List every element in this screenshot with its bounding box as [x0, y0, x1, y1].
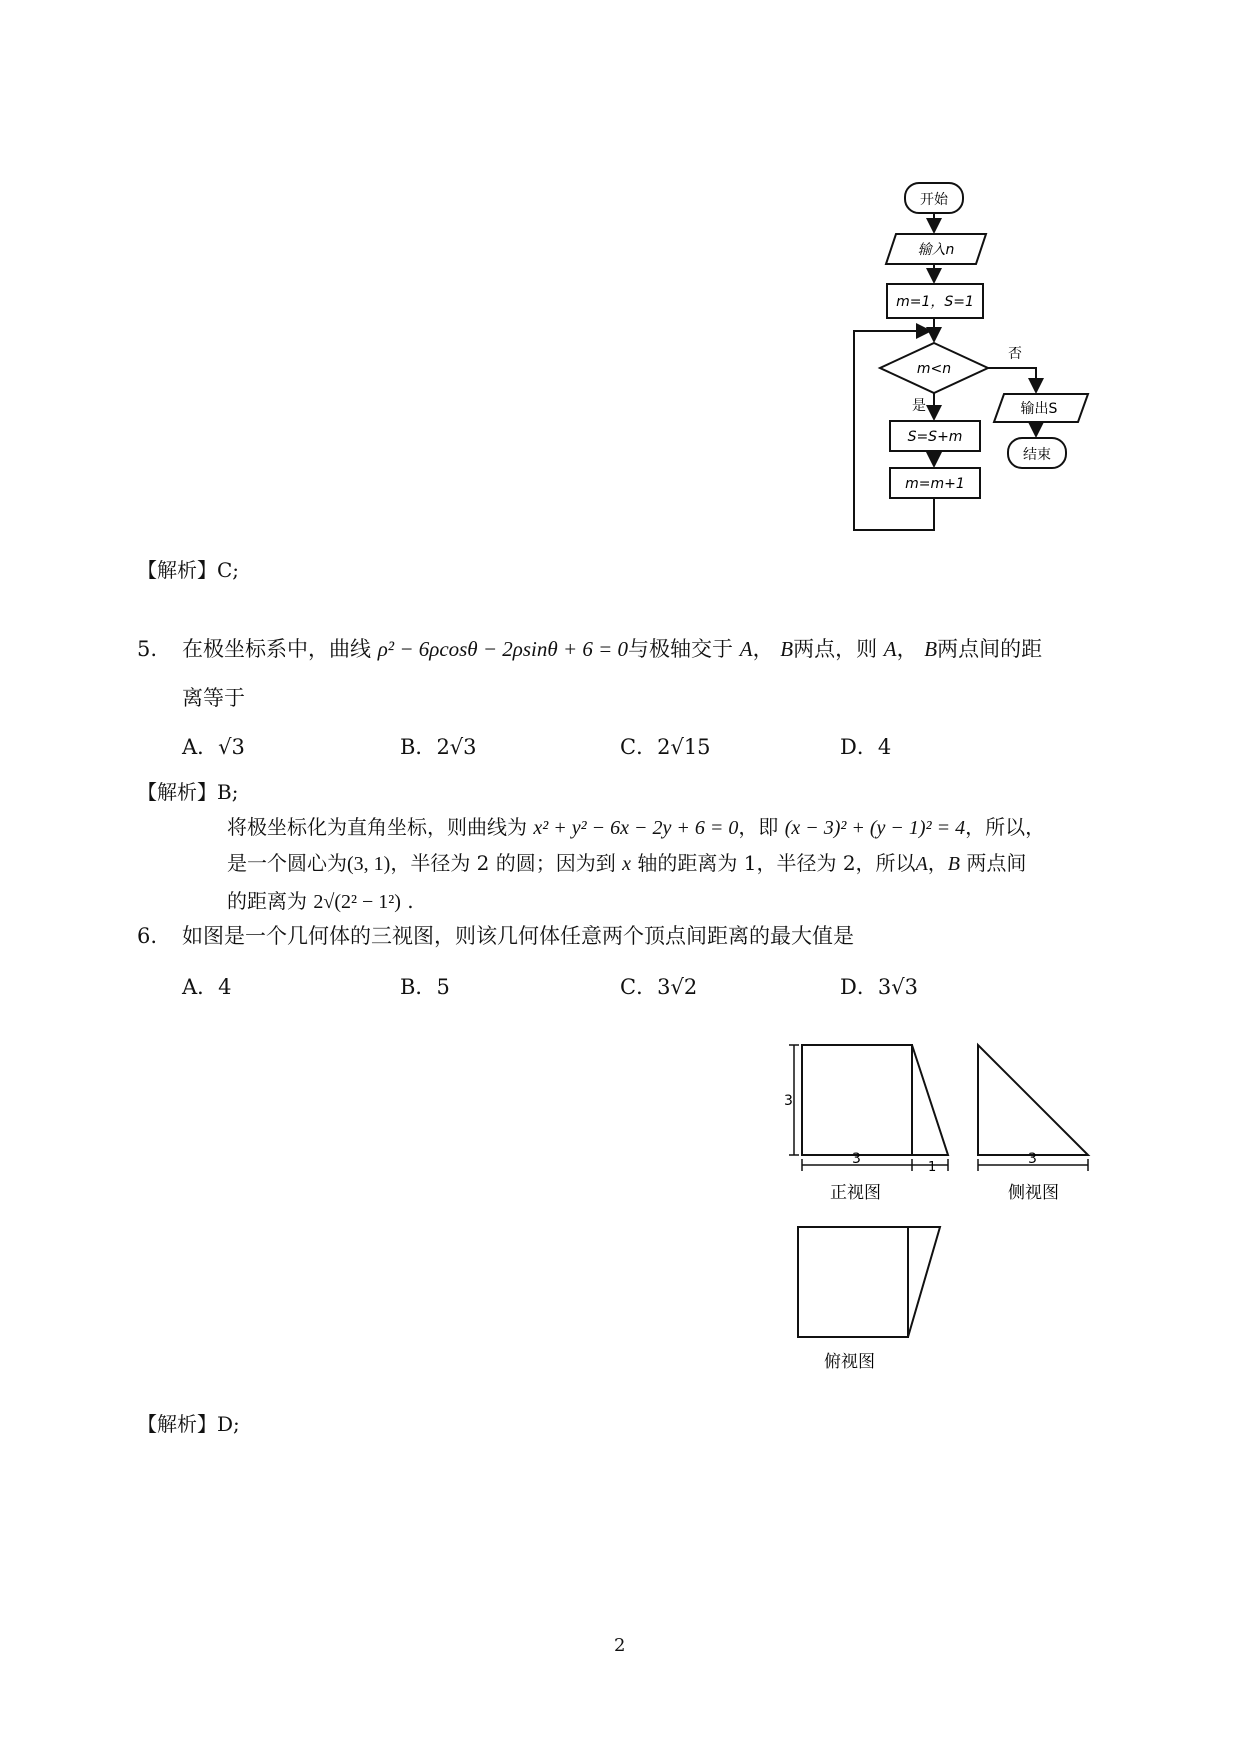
option-label: B．	[400, 975, 437, 999]
option-label: C．	[620, 975, 658, 999]
flow-start-text: 开始	[920, 192, 948, 208]
flowchart	[840, 178, 1100, 538]
analysis-equation-1: x² + y² − 6x − 2y + 6 = 0	[533, 817, 739, 839]
answer-text: C;	[217, 558, 240, 582]
analysis-text: ，半径为 2 的圆；因为到	[390, 851, 616, 875]
three-views-figure	[780, 1035, 1110, 1385]
q5-analysis-line3	[227, 887, 414, 916]
q5-formula: ρ² − 6ρcosθ − 2ρsinθ + 6 = 0	[377, 637, 629, 661]
flow-step2-text: m=m+1	[905, 476, 965, 492]
q4-answer	[137, 556, 239, 584]
q6-answer	[137, 1410, 240, 1438]
front-view-label: 正视图	[830, 1183, 881, 1203]
point-b-label-3: B	[947, 853, 960, 875]
analysis-text: ，所以，	[965, 815, 1046, 839]
analysis-text: 轴的距离为 1，半径为 2，所以	[637, 851, 916, 875]
analysis-text: 的距离为	[227, 889, 307, 913]
flow-yes-label: 是	[912, 398, 926, 414]
option-label: D．	[840, 975, 878, 999]
flow-output-text: 输出S	[1020, 401, 1058, 417]
q6-option-c	[620, 973, 697, 1001]
flow-cond-text: m<n	[916, 361, 952, 377]
answer-tag: 【解析】	[137, 558, 217, 582]
q5-stem-text-a: 在极坐标系中，曲线	[182, 637, 371, 661]
point-b-label-2: B	[924, 637, 938, 661]
point-a-label-2: A	[883, 637, 897, 661]
analysis-text: 是一个圆心为	[227, 851, 347, 875]
q5-answer	[137, 778, 238, 806]
q5-comma-2: ，	[896, 637, 918, 661]
option-label: B．	[400, 735, 437, 759]
analysis-comma: ，	[927, 851, 948, 875]
page-number: 2	[614, 1635, 626, 1656]
flow-init-text: m=1，S=1	[896, 294, 974, 310]
q5-analysis-line1	[227, 813, 1045, 842]
point-a-label-3: A	[915, 853, 928, 875]
dim-side-label: 3	[1028, 1151, 1037, 1167]
q5-option-a	[182, 733, 245, 761]
flow-input-text: 输入n	[917, 242, 955, 258]
answer-tag: 【解析】	[137, 780, 217, 804]
option-value: 4	[218, 975, 232, 999]
option-label: A．	[182, 975, 219, 999]
option-value: 3√2	[657, 975, 698, 999]
flow-end-text: 结束	[1023, 447, 1051, 463]
q5-option-c	[620, 733, 711, 761]
point-b-label: B	[780, 637, 794, 661]
q5-analysis-line2	[227, 849, 1026, 878]
analysis-text: 将极坐标化为直角坐标，则曲线为	[227, 815, 527, 839]
question-number: 5.	[137, 637, 158, 661]
option-label: D．	[840, 735, 878, 759]
front-view	[784, 1045, 948, 1175]
dim-height-label: 3	[784, 1093, 793, 1109]
option-label: A．	[182, 735, 219, 759]
analysis-text: 两点间	[966, 851, 1027, 875]
analysis-text: .	[407, 889, 414, 913]
answer-text: D;	[217, 1412, 240, 1436]
q6-stem-text: 如图是一个几何体的三视图，则该几何体任意两个顶点间距离的最大值是	[182, 924, 854, 948]
top-view	[798, 1227, 940, 1337]
option-value: 3√3	[877, 975, 918, 999]
option-value: 2√15	[657, 735, 711, 759]
option-value: 5	[436, 975, 450, 999]
q6-stem	[137, 922, 854, 950]
side-view-label: 侧视图	[1008, 1183, 1059, 1203]
option-value: √3	[218, 735, 245, 759]
q6-option-d	[840, 973, 918, 1001]
analysis-text: ，即	[738, 815, 779, 839]
side-view	[978, 1045, 1088, 1171]
q5-stem-text-c: 两点，则	[793, 637, 878, 661]
q5-stem	[137, 635, 1042, 663]
answer-text: B;	[217, 780, 239, 804]
analysis-x-axis: x	[622, 853, 632, 875]
q6-option-a	[182, 973, 232, 1001]
q5-option-d	[840, 733, 891, 761]
option-value: 4	[877, 735, 892, 759]
flow-step1-text: S=S+m	[907, 429, 963, 445]
q5-comma: ，	[752, 637, 774, 661]
q5-stem-line2	[182, 684, 245, 712]
analysis-distance-equation: 2√(2² − 1²)	[313, 891, 401, 913]
option-label: C．	[620, 735, 658, 759]
point-a-label: A	[739, 637, 753, 661]
analysis-equation-2: (x − 3)² + (y − 1)² = 4	[784, 817, 966, 839]
dim-width-label: 3	[852, 1151, 861, 1167]
q5-option-b	[400, 733, 477, 761]
answer-tag: 【解析】	[137, 1412, 217, 1436]
q5-stem-text-d: 两点间的距	[937, 637, 1043, 661]
analysis-center-point: (3, 1)	[347, 853, 391, 875]
question-number: 6.	[137, 924, 158, 948]
q5-stem-line2-text: 离等于	[182, 686, 245, 710]
flow-no-label: 否	[1008, 346, 1022, 362]
q5-stem-text-b: 与极轴交于	[628, 637, 734, 661]
top-view-label: 俯视图	[824, 1352, 875, 1372]
q6-option-b	[400, 973, 450, 1001]
option-value: 2√3	[436, 735, 477, 759]
dim-extra-label: 1	[928, 1160, 937, 1175]
